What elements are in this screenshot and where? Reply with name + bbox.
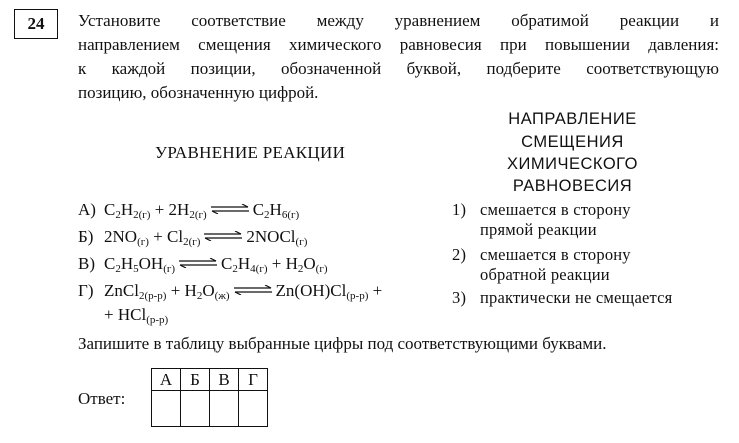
- task-number: 24: [14, 9, 58, 39]
- formula-subscript: (г): [295, 236, 308, 248]
- formula-text: + H: [267, 254, 298, 273]
- option-1-cont: [452, 220, 597, 240]
- formula-text: H: [269, 200, 282, 219]
- formula-subscript: (г): [163, 263, 176, 275]
- formula-subscript: (р-р): [146, 314, 169, 326]
- right-heading-line: СМЕЩЕНИЯ: [521, 133, 624, 151]
- question-line: направлением смещения химического равновесия при повышении давления:: [78, 35, 719, 54]
- formula-text: OH: [138, 254, 164, 273]
- option-text: прямой реакции: [480, 220, 597, 239]
- equation-label: Б): [78, 227, 94, 246]
- formula-text: ZnCl: [104, 281, 139, 300]
- equation: [78, 253, 328, 274]
- question-line: позицию, обозначенную цифрой.: [78, 83, 319, 102]
- option-text: обратной реакции: [480, 265, 610, 284]
- option-text: практически не смещается: [480, 288, 673, 307]
- formula-text: C: [104, 200, 116, 219]
- formula-text: H: [237, 254, 251, 273]
- formula-text: H: [120, 200, 134, 219]
- equation: [78, 280, 382, 301]
- formula-text: H: [120, 254, 134, 273]
- answer-header: Б: [181, 369, 210, 391]
- answer-header: А: [152, 369, 181, 391]
- formula-text: Zn(OH)Cl: [275, 281, 347, 300]
- formula-text: +: [368, 281, 383, 300]
- answer-table: [151, 368, 268, 427]
- formula-text: 2NOCl: [246, 227, 296, 246]
- answer-header: Г: [239, 369, 268, 391]
- question-line: Установите соответствие между уравнением обратимой реакции и: [78, 11, 719, 30]
- answer-label: Ответ:: [78, 389, 126, 408]
- option-text: смешается в сторону: [480, 200, 631, 219]
- option-2-cont: [452, 265, 610, 285]
- equation: [78, 199, 299, 220]
- equation-continuation: [78, 305, 168, 325]
- equilibrium-arrow-icon: [234, 280, 272, 290]
- formula-subscript: 2(г): [183, 236, 201, 248]
- formula-text: + 2H: [150, 200, 190, 219]
- option-number: 1): [452, 200, 467, 219]
- right-heading-line: НАПРАВЛЕНИЕ: [508, 110, 637, 128]
- equilibrium-arrow-icon: [204, 226, 242, 236]
- formula-text: C: [252, 200, 265, 219]
- option-2: [452, 245, 631, 265]
- formula-subscript: 2(г): [133, 209, 151, 221]
- formula-subscript: (г): [315, 263, 328, 275]
- formula-text: + H: [166, 281, 197, 300]
- formula-text: + Cl: [148, 227, 184, 246]
- option-1: [452, 200, 631, 220]
- question-line: к каждой позиции, обозначенной буквой, подберите соответствующую: [78, 59, 719, 78]
- equation-label: А): [78, 200, 96, 219]
- formula-subscript: 6(г): [281, 209, 300, 221]
- formula-subscript: 2: [115, 209, 121, 221]
- formula-subscript: 2: [297, 263, 304, 275]
- formula-text: C: [104, 254, 116, 273]
- formula-text: O: [303, 254, 316, 273]
- left-column-heading: УРАВНЕНИЕ РЕАКЦИИ: [155, 143, 346, 162]
- answer-header: В: [210, 369, 239, 391]
- right-heading-line: РАВНОВЕСИЯ: [512, 177, 633, 195]
- formula-subscript: 4(г): [250, 263, 268, 275]
- equation-label: В): [78, 254, 95, 273]
- equation-label: Г): [78, 281, 94, 300]
- answer-cell[interactable]: [181, 391, 210, 427]
- equilibrium-arrow-icon: [211, 199, 249, 209]
- instruction-text: Запишите в таблицу выбранные цифры под соответствующими буквами.: [78, 334, 607, 353]
- formula-subscript: 2: [232, 263, 238, 275]
- formula-subscript: 2: [115, 263, 121, 275]
- formula-text: + HCl: [104, 305, 147, 324]
- option-text: смешается в сторону: [480, 245, 631, 264]
- formula-subscript: 5: [133, 263, 139, 275]
- formula-text: 2NO: [104, 227, 138, 246]
- right-heading-line: ХИМИЧЕСКОГО: [507, 155, 638, 173]
- option-number: 3): [452, 288, 467, 307]
- formula-subscript: (ж): [214, 290, 230, 302]
- formula-subscript: (г): [137, 236, 149, 248]
- formula-subscript: (р-р): [346, 290, 369, 302]
- formula-subscript: 2: [196, 290, 203, 302]
- equation: [78, 226, 307, 247]
- answer-cell[interactable]: [210, 391, 239, 427]
- option-3: [452, 288, 672, 308]
- answer-cell[interactable]: [239, 391, 268, 427]
- answer-cell[interactable]: [152, 391, 181, 427]
- formula-text: C: [221, 254, 233, 273]
- formula-text: O: [202, 281, 215, 300]
- formula-subscript: 2(г): [189, 209, 207, 221]
- option-number: 2): [452, 245, 467, 264]
- equilibrium-arrow-icon: [179, 253, 217, 263]
- formula-subscript: 2: [264, 209, 270, 221]
- formula-subscript: 2(р-р): [138, 290, 167, 302]
